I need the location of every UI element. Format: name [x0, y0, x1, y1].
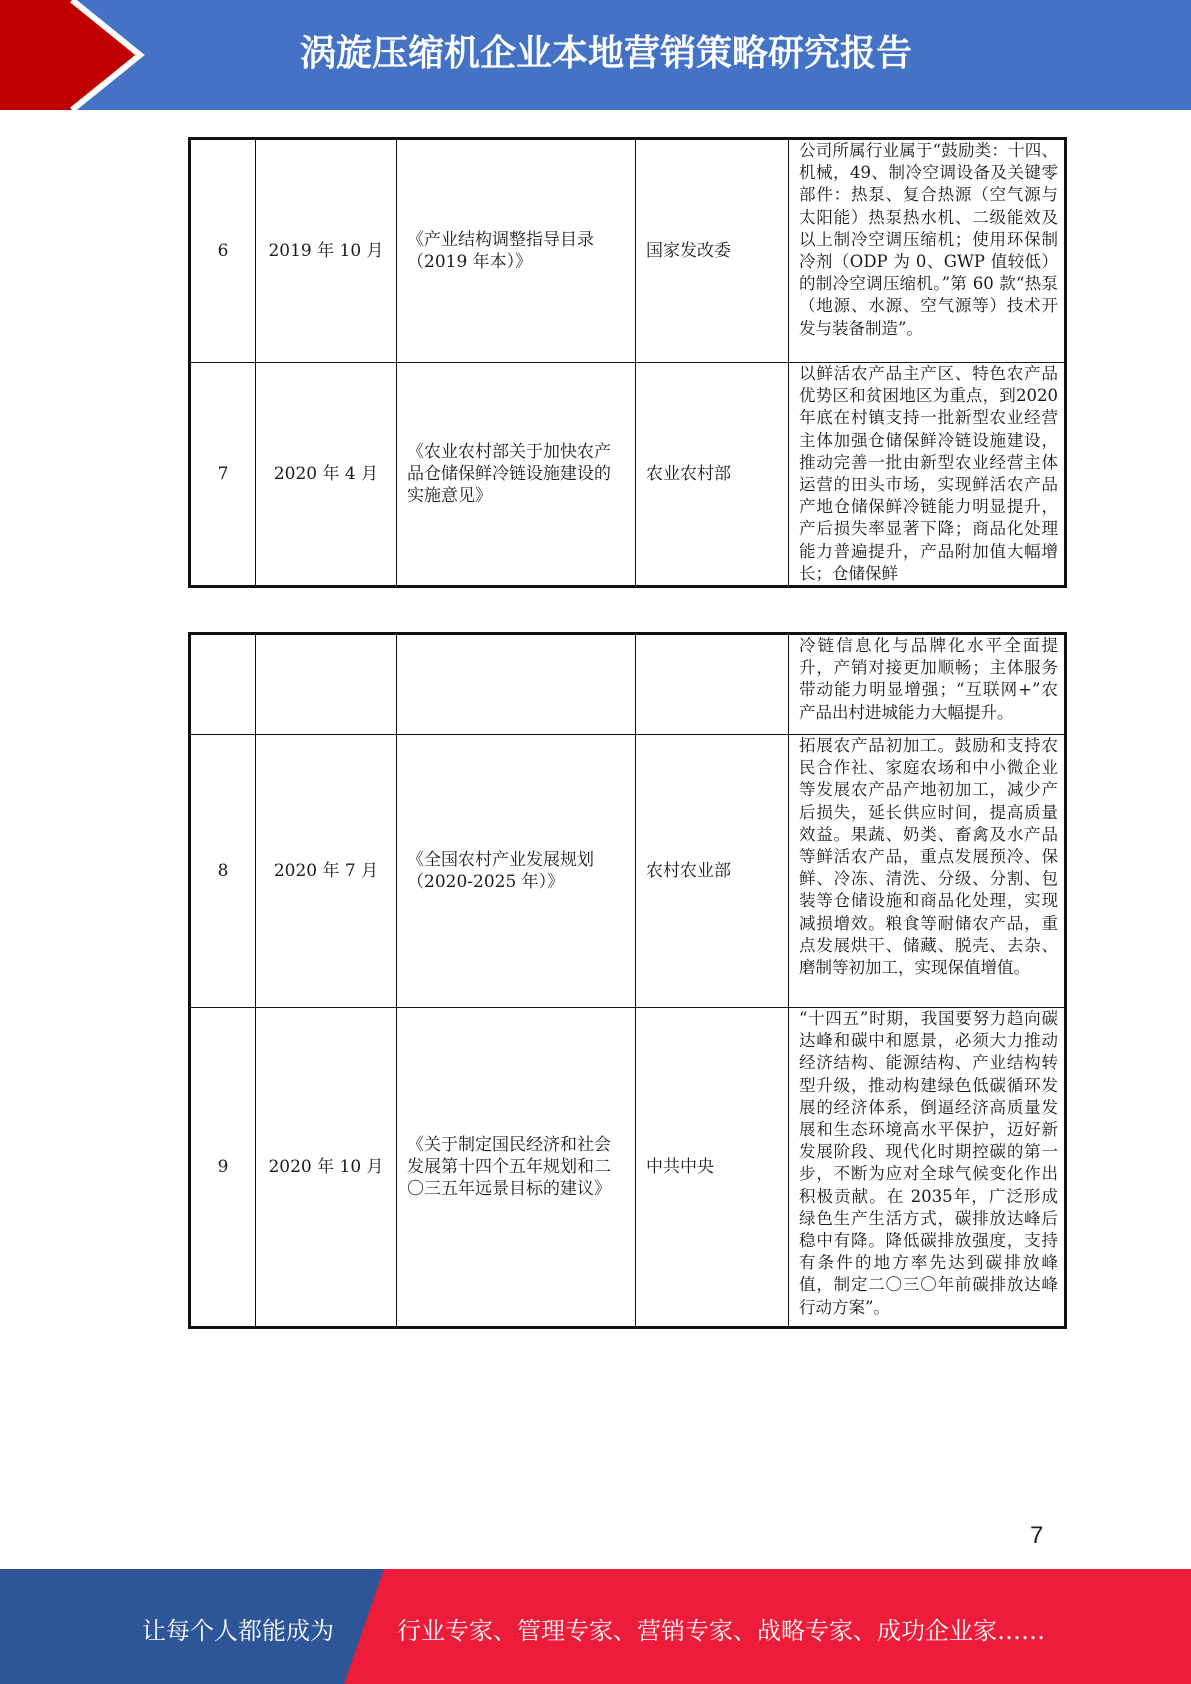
row-number: 8 [190, 735, 256, 1008]
issuing-department: 农业农村部 [636, 363, 789, 587]
policy-name: 《农业农村部关于加快农产品仓储保鲜冷链设施建设的实施意见》 [397, 363, 636, 587]
empty-cell [636, 634, 789, 735]
footer-slogan-left: 让每个人都能成为 [142, 1617, 334, 1645]
table-row [190, 139, 1066, 363]
policy-date: 2019 年 10 月 [256, 139, 397, 363]
policy-description-cell [789, 363, 1066, 587]
empty-cell [397, 634, 636, 735]
policy-description-cell [789, 735, 1066, 1008]
page-number: 7 [1030, 1522, 1044, 1549]
policy-table-top [188, 137, 1067, 588]
issuing-department: 中共中央 [636, 1008, 789, 1328]
policy-description-cell [789, 139, 1066, 363]
footer-slogan-right: 行业专家、管理专家、营销专家、战略专家、成功企业家…… [397, 1617, 1045, 1645]
report-title: 涡旋压缩机企业本地营销策略研究报告 [300, 33, 913, 74]
policy-description-continued: 冷链信息化与品牌化水平全面提升，产销对接更加顺畅；主体服务带动能力明显增强；“互联网+”农产品出村进城能力大幅提升。 [799, 636, 1058, 722]
table-row-continuation [190, 634, 1066, 735]
policy-date: 2020 年 7 月 [256, 735, 397, 1008]
policy-name: 《产业结构调整指导目录（2019 年本）》 [397, 139, 636, 363]
table-row [190, 363, 1066, 587]
page-header [0, 0, 1191, 110]
table-row [190, 735, 1066, 1008]
issuing-department: 农村农业部 [636, 735, 789, 1008]
policy-name: 《全国农村产业发展规划（2020-2025 年）》 [397, 735, 636, 1008]
empty-cell [256, 634, 397, 735]
policy-description: 以鲜活农产品主产区、特色农产品优势区和贫困地区为重点，到2020年底在村镇支持一批新型农业经营主体加强仓储保鲜冷链设施建设，推动完善一批由新型农业经营主体运营的田头市场，实现鲜活农产品产地仓储保鲜冷链能力明显提升，产后损失率显著下降；商品化处理能力普遍提升，产品附加值大幅增长；仓储保鲜 [799, 364, 1058, 583]
issuing-department: 国家发改委 [636, 139, 789, 363]
policy-date: 2020 年 10 月 [256, 1008, 397, 1328]
policy-table-bottom [188, 632, 1067, 1329]
row-number: 6 [190, 139, 256, 363]
row-number: 9 [190, 1008, 256, 1328]
policy-description-cell [789, 634, 1066, 735]
policy-description-cell [789, 1008, 1066, 1328]
table-row [190, 1008, 1066, 1328]
policy-description: 拓展农产品初加工。鼓励和支持农民合作社、家庭农场和中小微企业等发展农产品产地初加工，减少产后损失，延长供应时间，提高质量效益。果蔬、奶类、畜禽及水产品等鲜活农产品，重点发展预冷、保鲜、冷冻、清洗、分级、分割、包装等仓储设施和商品化处理，实现减损增效。粮食等耐储农产品，重点发展烘干、储藏、脱壳、去杂、磨制等初加工，实现保值增值。 [799, 736, 1058, 978]
policy-description: “十四五”时期，我国要努力趋向碳达峰和碳中和愿景，必须大力推动经济结构、能源结构、产业结构转型升级，推动构建绿色低碳循环发展的经济体系，倒逼经济高质量发展和生态环境高水平保护，迈好新发展阶段、现代化时期控碳的第一步，不断为应对全球气候变化作出积极贡献。在 2035年，广泛形成绿色生产生活方式，碳排放达峰后稳中有降。降低碳排放强度，支持有条件的地方率先达到碳排放峰值，制定二〇三〇年前碳排放达峰行动方案”。 [799, 1009, 1058, 1317]
empty-cell [190, 634, 256, 735]
policy-date: 2020 年 4 月 [256, 363, 397, 587]
row-number: 7 [190, 363, 256, 587]
policy-name: 《关于制定国民经济和社会发展第十四个五年规划和二〇三五年远景目标的建议》 [397, 1008, 636, 1328]
page-footer [0, 1569, 1191, 1684]
policy-description: 公司所属行业属于“鼓励类：十四、机械，49、制冷空调设备及关键零部件：热泵、复合热源（空气源与太阳能）热泵热水机、二级能效及以上制冷空调压缩机；使用环保制冷剂（ODP 为 0、GWP 值较低）的制冷空调压缩机。”第 60 款“热泵（地源、水源、空气源等）技术开发与装备制造”。 [799, 141, 1058, 338]
